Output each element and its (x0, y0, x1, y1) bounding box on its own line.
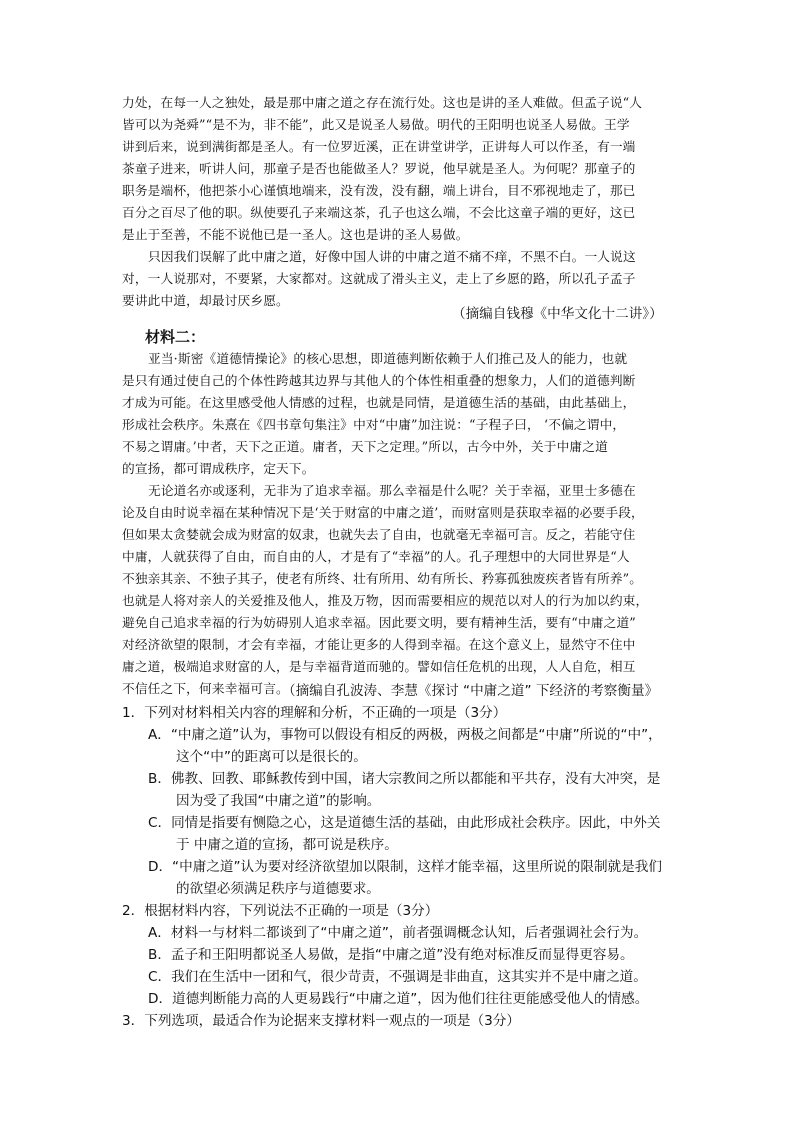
text-line: 形成社会秩序。朱熹在《四书章句集注》中对“中庸”加注说：“子程子曰， ‘不偏之谓中， (122, 417, 626, 432)
text-line: 对经济欲望的限制，才会有幸福，才能让更多的人得到幸福。在这个意义上，显然守不住中 (122, 637, 636, 652)
text-line: 职务是端杯，他把茶小心谨慎地端来，没有泼，没有翻，端上讲台，目不邪视地走了，那已 (122, 183, 636, 198)
option-d: D．道德判断能力高的人更易践行“中庸之道”，因为他们往往更能感受他人的情感。 (148, 991, 649, 1007)
section-heading: 材料二： (145, 328, 206, 346)
text-line: 对，一人说那对，不要紧，大家都对。这就成了滑头主义，走上了乡愿的路，所以孔子孟子 (122, 271, 636, 286)
option-d: D．“中庸之道”认为要对经济欲望加以限制，这样才能幸福，这里所说的限制就是我们 (148, 859, 662, 875)
source-citation: （摘编自钱穆《中华文化十二讲》） (452, 306, 663, 322)
option-d-cont: 的欲望必须满足秩序与道德要求。 (176, 881, 380, 897)
text-line: 百分之百尽了他的职。纵使要孔子来端这茶，孔子也这么端，不会比这童子端的更好，这已 (122, 205, 636, 220)
option-c-cont: 于 中庸之道的宣扬，都可说是秩序。 (176, 837, 398, 853)
question-stem: 3．下列选项，最适合作为论据来支撑材料一观点的一项是（3分） (122, 1013, 520, 1029)
option-b: B．孟子和王阳明都说圣人易做，是指“中庸之道”没有绝对标准反而显得更容易。 (148, 947, 634, 963)
text-line: 无论道名亦或逐利，无非为了追求幸福。那么幸福是什么呢？关于幸福，亚里士多德在 (148, 483, 636, 498)
text-line: 力处，在每一人之独处，最是那中庸之道之存在流行处。这也是讲的圣人难做。但孟子说“人 (122, 95, 643, 110)
option-a: A．材料一与材料二都谈到了“中庸之道”，前者强调概念认知，后者强调社会行为。 (148, 925, 648, 941)
option-c: C．同情是指要有恻隐之心，这是道德生活的基础，由此形成社会秩序。因此，中外关 (148, 815, 661, 831)
text-line: 的宣扬，都可谓成秩序，定天下。 (122, 461, 315, 476)
text-line: 不易之谓庸。’中者，天下之正道。庸者，天下之定理。”所以，古今中外，关于中庸之道 (122, 439, 608, 454)
text-line: 是只有通过使自己的个体性跨越其边界与其他人的个体性相重叠的想象力，人们的道德判断 (122, 373, 636, 388)
question-stem: 2．根据材料内容，下列说法不正确的一项是（3分） (122, 903, 439, 919)
text-line: 也就是人将对亲人的关爱推及他人，推及万物，因而需要相应的规范以对人的行为加以约束， (122, 593, 649, 608)
text-line: 不独亲其亲、不独子其子，使老有所终、壮有所用、幼有所长、矜寡孤独废疾者皆有所养”。 (122, 571, 643, 586)
option-c: C．我们在生活中一团和气，很少苛责，不强调是非曲直，这其实并不是中庸之道。 (148, 969, 647, 985)
text-line: 亚当·斯密《道德情操论》的核心思想，即道德判断依赖于人们推己及人的能力，也就 (148, 351, 628, 366)
text-line: 才成为可能。在这里感受他人情感的过程，也就是同情，是道德生活的基础，由此基础上， (122, 395, 636, 410)
text-line: 不信任之下，何来幸福可言。 (122, 681, 289, 696)
text-line: 但如果太贪婪就会成为财富的奴隶，也就失去了自由，也就毫无幸福可言。反之，若能守住 (122, 527, 636, 542)
text-line: 庸之道，极端追求财富的人，是与幸福背道而驰的。譬如信任危机的出现，人人自危，相互 (122, 659, 636, 674)
text-line: 论及自由时说幸福在某种情况下是‘关于财富的中庸之道’，而财富则是获取幸福的必要手段， (122, 505, 644, 520)
question-stem: 1．下列对材料相关内容的理解和分析，不正确的一项是（3分） (122, 705, 507, 721)
option-b-cont: 因为受了我国“中庸之道”的影响。 (176, 793, 381, 809)
text-line: 只因我们误解了此中庸之道，好像中国人讲的中庸之道不痛不痒，不黑不白。一人说这 (148, 249, 636, 264)
text-line: 茶童子进来，听讲人问，那童子是否也能做圣人？罗说，他早就是圣人。为何呢？那童子的 (122, 161, 636, 176)
text-line: 中庸，人就获得了自由，而自由的人，才是有了“幸福”的人。孔子理想中的大同世界是“人 (122, 549, 630, 564)
source-citation: （摘编自孔波涛、李慧《探讨 “中庸之道” 下经济的考察衡量》 (282, 683, 659, 699)
text-line: 要讲此中道，却最讨厌乡愿。 (122, 293, 289, 308)
text-line: 是止于至善，不能不说他已是一圣人。这也是讲的圣人易做。 (122, 227, 469, 242)
text-line: 避免自己追求幸福的行为妨碍别人追求幸福。因此要文明，要有精神生活，要有“中庸之道” (122, 615, 636, 630)
option-a: A．“中庸之道”认为，事物可以假设有相反的两极，两极之间都是“中庸”所说的“中”， (148, 727, 662, 743)
option-a-cont: 这个“中”的距离可以是很长的。 (176, 749, 367, 765)
option-b: B．佛教、回教、耶稣教传到中国，诸大宗教间之所以都能和平共存，没有大冲突，是 (148, 771, 661, 787)
text-line: 皆可以为尧舜”“是不为，非不能”，此又是说圣人易做。明代的王阳明也说圣人易做。王学 (122, 117, 630, 132)
text-line: 讲到后来，说到满街都是圣人。有一位罗近溪，正在讲堂讲学，正讲每人可以作圣，有一端 (122, 139, 636, 154)
